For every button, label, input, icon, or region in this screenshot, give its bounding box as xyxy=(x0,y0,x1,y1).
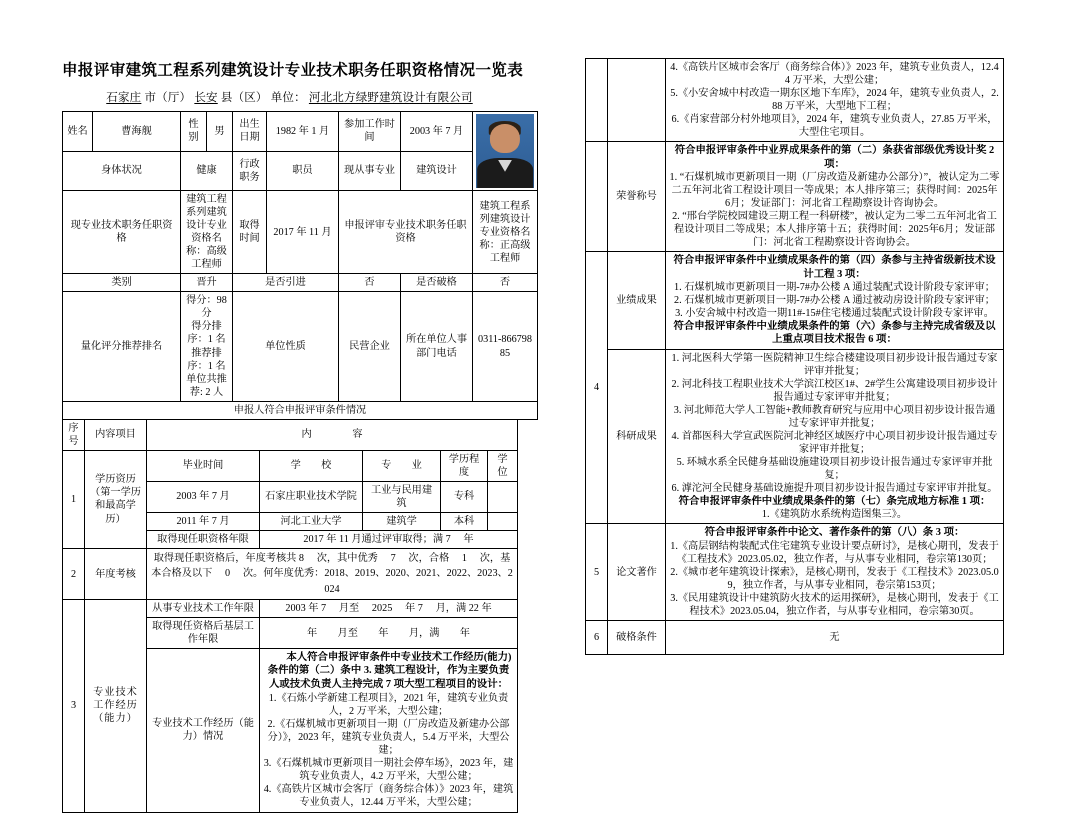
experience-item-4: 4.《高铁片区城市会客厅（商务综合体）》2023 年，建筑专业负责人，12.44 万平米，大型公建； xyxy=(670,62,999,87)
achievements-b-item-2: 3. 河北师范大学人工智能+教师教育研究与应用中心项目初步设计报告通过专家评审并批复； xyxy=(673,404,996,429)
city-value: 石家庄 xyxy=(106,92,142,104)
row-label-exception: 破格条件 xyxy=(608,621,666,655)
qualification-years-value: 2017 年 11 月通过评审取得；满 7 年 xyxy=(260,531,518,549)
papers-content xyxy=(666,524,1004,621)
row-label-honors: 荣誉称号 xyxy=(608,142,666,252)
honors-content xyxy=(666,142,1004,252)
table-row xyxy=(586,252,1004,349)
district-value: 长安 xyxy=(194,92,218,104)
experience-item-5: 5.《小安舍城中村改造一期东区地下车库》，2024 年，建筑专业负责人，2.88 万平米，大型地下工程； xyxy=(670,88,999,113)
qualification-years-label: 取得现任职资格年限 xyxy=(147,531,260,549)
achievements-b-item-5: 6. 滹沱河全民健身基础设施提升项目初步设计报告通过专家评审并批复。 xyxy=(671,483,998,495)
score-rank-label: 量化评分推荐排名 xyxy=(63,292,181,401)
apply-qualification-label: 申报评审专业技术职务任职资格 xyxy=(339,191,473,274)
hr-phone-value: 0311-86679885 xyxy=(473,292,538,401)
edu-r0-c4 xyxy=(488,481,518,512)
table-row xyxy=(586,524,1004,621)
papers-item-2: 3.《民用建筑设计中建筑防火技术的运用探研》，是核心期刊，发表于《工程技术》2023.05.04，独立作者，与从事专业相同，卷宗第30页。 xyxy=(670,592,999,617)
admin-post-label: 行政职务 xyxy=(233,151,267,191)
unit-value: 河北北方绿野建筑设计有限公司 xyxy=(308,92,473,104)
achievements-a-item-0: 1. 石煤机城市更新项目一期-7#办公楼 A 通过装配式设计阶段专家评审； xyxy=(674,281,995,293)
achievements-heading-a: 符合申报评审条件中业绩成果条件的第（四）条参与主持省级新技术设计工程 3 项： xyxy=(673,255,996,280)
papers-heading: 符合申报评审条件中论文、著作条件的第（八）条 3 项： xyxy=(704,527,965,539)
achievements-c-item-0: 1.《建筑防水系统构造图集三》。 xyxy=(761,509,908,521)
achievements-b-item-0: 1. 河北医科大学第一医院精神卫生综合楼建设项目初步设计报告通过专家评审并批复； xyxy=(671,352,998,377)
row-label-annual: 年度考核 xyxy=(85,549,147,600)
experience-detail-content xyxy=(260,649,518,812)
score-line-4: 单位共推荐: 2 人 xyxy=(186,373,227,398)
table-row xyxy=(63,450,518,481)
page-title: 申报评审建筑工程系列建筑设计专业技术职务任职资格情况一览表 xyxy=(62,62,524,79)
table-row xyxy=(63,151,538,191)
score-rank-value xyxy=(181,292,233,401)
grassroots-years-label: 取得现任资格后基层工作年限 xyxy=(147,618,260,649)
gender-label: 性别 xyxy=(181,112,207,152)
exception-value: 无 xyxy=(666,621,1004,655)
table-row xyxy=(63,419,518,450)
experience-item-6: 6.《肖家营部分村外地项目》，2024 年，建筑专业负责人，27.85 万平米，大型住宅项目。 xyxy=(671,114,998,139)
edu-r0-c3: 专科 xyxy=(441,481,488,512)
table-row xyxy=(63,274,538,292)
table-row xyxy=(586,621,1004,655)
edu-r1-c0: 2011 年 7 月 xyxy=(147,513,260,531)
grassroots-years-value: 年 月至 年 月，满 年 xyxy=(260,618,518,649)
score-line-1: 得分：98 分 xyxy=(186,295,227,320)
achievements-content-b xyxy=(666,349,1004,524)
introduced-label: 是否引进 xyxy=(233,274,339,292)
row-no-exception: 6 xyxy=(586,621,608,655)
edu-r1-c1: 河北工业大学 xyxy=(260,513,363,531)
row-no-papers: 5 xyxy=(586,524,608,621)
hr-phone-label: 所在单位人事部门电话 xyxy=(401,292,473,401)
exception-label: 是否破格 xyxy=(401,274,473,292)
table-row xyxy=(63,191,538,274)
experience-continuation xyxy=(666,59,1004,142)
conditions-banner: 申报人符合申报评审条件情况 xyxy=(63,401,538,419)
breadcrumb xyxy=(62,89,517,105)
birth-value: 1982 年 1 月 xyxy=(267,112,339,152)
table-row xyxy=(63,401,538,419)
honors-item-0: 1. “石煤机城市更新项目一期（厂房改造及新建办公部分）”，被认定为二零二五年河北省工程设计项目一等成果；本人排序第三；获得时间：2025年6月；发证部门：河北省工程勘察设计咨询协会。 xyxy=(669,171,1000,209)
work-start-label: 参加工作时间 xyxy=(339,112,401,152)
exception-value: 否 xyxy=(473,274,538,292)
health-value: 健康 xyxy=(181,151,233,191)
table-row xyxy=(586,349,1004,524)
photo-cell xyxy=(473,112,538,191)
achievements-a-item-1: 2. 石煤机城市更新项目一期-7#办公楼 A 通过被动房设计阶段专家评审； xyxy=(674,294,995,306)
name-label: 姓名 xyxy=(63,112,93,152)
unit-nature-value: 民营企业 xyxy=(339,292,401,401)
annual-assessment-text: 取得现任职资格后，年度考核共 8 次，其中优秀 7 次，合格 1 次，基本合格及以下 0 次。何年度优秀：2018、2019、2020、2021、2022、2023、2024 xyxy=(147,549,518,600)
score-line-2: 得分排序：1 名 xyxy=(187,321,226,346)
basic-info-table xyxy=(62,111,538,420)
continuation-label xyxy=(608,59,666,142)
work-years-label: 从事专业技术工作年限 xyxy=(147,600,260,618)
experience-item-2: 3.《石煤机城市更新项目一期社会停车场》，2023 年，建筑专业负责人，4.2 万平米，大型公建； xyxy=(263,758,514,783)
honors-item-1: 2. “邢台学院校园建设三期工程一科研楼”，被认定为二零二五年河北省工程设计项目二等成果；本人排序第十五；获得时间：2025年6月；发证部门：河北省工程勘察设计咨询协会。 xyxy=(672,211,997,249)
experience-item-3: 4.《高铁片区城市会客厅（商务综合体）》2023 年，建筑专业负责人，12.44 万平米，大型公建； xyxy=(263,784,514,809)
col-header-item: 内容项目 xyxy=(85,419,147,450)
edu-r1-c4 xyxy=(488,513,518,531)
row-no-education: 1 xyxy=(63,450,85,548)
district-suffix: 县（区） xyxy=(220,92,268,104)
achievements-heading-c: 符合申报评审条件中业绩成果条件的第（七）条完成地方标准 1 项： xyxy=(678,496,991,508)
unit-nature-label: 单位性质 xyxy=(233,292,339,401)
honors-no xyxy=(586,142,608,252)
achievements-content-a xyxy=(666,252,1004,349)
achievements-heading-b: 符合申报评审条件中业绩成果条件的第（六）条参与主持完成省级及以上重点项目技术报告 6 项： xyxy=(673,320,996,346)
edu-header-0: 毕业时间 xyxy=(147,450,260,481)
row-label-experience: 专业技术工作经历（能力） xyxy=(85,600,147,813)
papers-item-0: 1.《高层钢结构装配式住宅建筑专业设计要点研讨》，是核心期刊，发表于《工程技术》2023.05.02，独立作者，与从事专业相同，卷宗第130页； xyxy=(670,540,999,565)
left-column xyxy=(62,58,532,813)
introduced-value: 否 xyxy=(339,274,401,292)
experience-heading: 本人符合申报评审条件中专业技术工作经历(能力)条件的第（二）条中 3. 建筑工程设计，作为主要负责人或技术负责人主持完成 7 项大型工程项目的设计： xyxy=(267,652,512,690)
row-no-achievements: 4 xyxy=(586,252,608,524)
right-column xyxy=(585,58,1003,655)
health-label: 身体状况 xyxy=(63,151,181,191)
table-row xyxy=(63,112,538,152)
papers-item-1: 2.《城市老年建筑设计探索》，是核心期刊，发表于《工程技术》2023.05.09，独立作者，与从事专业相同，卷宗第153页； xyxy=(670,566,999,591)
obtain-time-value: 2017 年 11 月 xyxy=(267,191,339,274)
row-label-achievements: 业绩成果 xyxy=(608,252,666,349)
table-row xyxy=(586,142,1004,252)
edu-header-2: 专 业 xyxy=(363,450,441,481)
table-row xyxy=(586,59,1004,142)
city-suffix: 市（厅） xyxy=(144,92,192,104)
edu-header-1: 学 校 xyxy=(260,450,363,481)
current-qualification-label: 现专业技术职务任职资格 xyxy=(63,191,181,274)
category-value: 晋升 xyxy=(181,274,233,292)
experience-item-0: 1.《石炼小学新建工程项目》，2021 年，建筑专业负责人，2 万平米，大型公建； xyxy=(268,693,509,718)
achievements-a-item-2: 3. 小安舍城中村改造一期11#-15#住宅楼通过装配式设计阶段专家评审。 xyxy=(675,307,994,319)
table-row xyxy=(63,600,518,618)
birth-label: 出生日期 xyxy=(233,112,267,152)
category-label: 类别 xyxy=(63,274,181,292)
edu-r0-c0: 2003 年 7 月 xyxy=(147,481,260,512)
current-major-value: 建筑设计 xyxy=(401,151,473,191)
score-line-3: 推荐排序：1 名 xyxy=(187,347,226,372)
unit-label: 单位： xyxy=(270,92,306,104)
edu-r0-c2: 工业与民用建筑 xyxy=(363,481,441,512)
table-row xyxy=(63,292,538,401)
table-row xyxy=(63,549,518,600)
apply-qualification-value: 建筑工程系列建筑设计专业资格名称：正高级工程师 xyxy=(473,191,538,274)
work-years-value: 2003 年 7 月至 2025 年 7 月，满 22 年 xyxy=(260,600,518,618)
col-header-content: 内 容 xyxy=(147,419,518,450)
edu-header-4: 学 位 xyxy=(488,450,518,481)
name-value: 曹海舰 xyxy=(93,112,181,152)
edu-header-3: 学历程度 xyxy=(441,450,488,481)
col-header-no: 序号 xyxy=(63,419,85,450)
achievements-b-item-4: 5. 环城水系全民健身基础设施建设项目初步设计报告通过专家评审并批复； xyxy=(676,456,993,481)
avatar xyxy=(476,114,534,188)
row-label-papers: 论文著作 xyxy=(608,524,666,621)
row-no-annual: 2 xyxy=(63,549,85,600)
edu-r1-c2: 建筑学 xyxy=(363,513,441,531)
row-label-education: 学历资历（第一学历和最高学历） xyxy=(85,450,147,548)
current-qualification-value: 建筑工程系列建筑设计专业资格名称：高级工程师 xyxy=(181,191,233,274)
gender-value: 男 xyxy=(207,112,233,152)
row-no-experience: 3 xyxy=(63,600,85,813)
avatar-head xyxy=(490,124,520,154)
honors-heading: 符合申报评审条件中业界成果条件的第（二）条获省部级优秀设计奖 2 项： xyxy=(674,145,995,170)
experience-item-1: 2.《石煤机城市更新项目一期（厂房改造及新建办公部分）》，2023 年，建筑专业负责人，5.4 万平米，大型公建； xyxy=(267,719,510,757)
edu-r1-c3: 本科 xyxy=(441,513,488,531)
work-start-value: 2003 年 7 月 xyxy=(401,112,473,152)
edu-r0-c1: 石家庄职业技术学院 xyxy=(260,481,363,512)
admin-post-value: 职员 xyxy=(267,151,339,191)
row-label-research: 科研成果 xyxy=(608,349,666,524)
current-major-label: 现从事专业 xyxy=(339,151,401,191)
continuation-no xyxy=(586,59,608,142)
achievements-table xyxy=(585,58,1004,655)
experience-detail-label: 专业技术工作经历（能力）情况 xyxy=(147,649,260,812)
conditions-table xyxy=(62,419,518,813)
achievements-b-item-3: 4. 首都医科大学宣武医院河北神经区域医疗中心项目初步设计报告通过专家评审并批复； xyxy=(671,430,998,455)
obtain-time-label: 取得时间 xyxy=(233,191,267,274)
achievements-b-item-1: 2. 河北科技工程职业技术大学滨江校区1#、2#学生公寓建设项目初步设计报告通过专家评审并批复； xyxy=(671,378,998,403)
